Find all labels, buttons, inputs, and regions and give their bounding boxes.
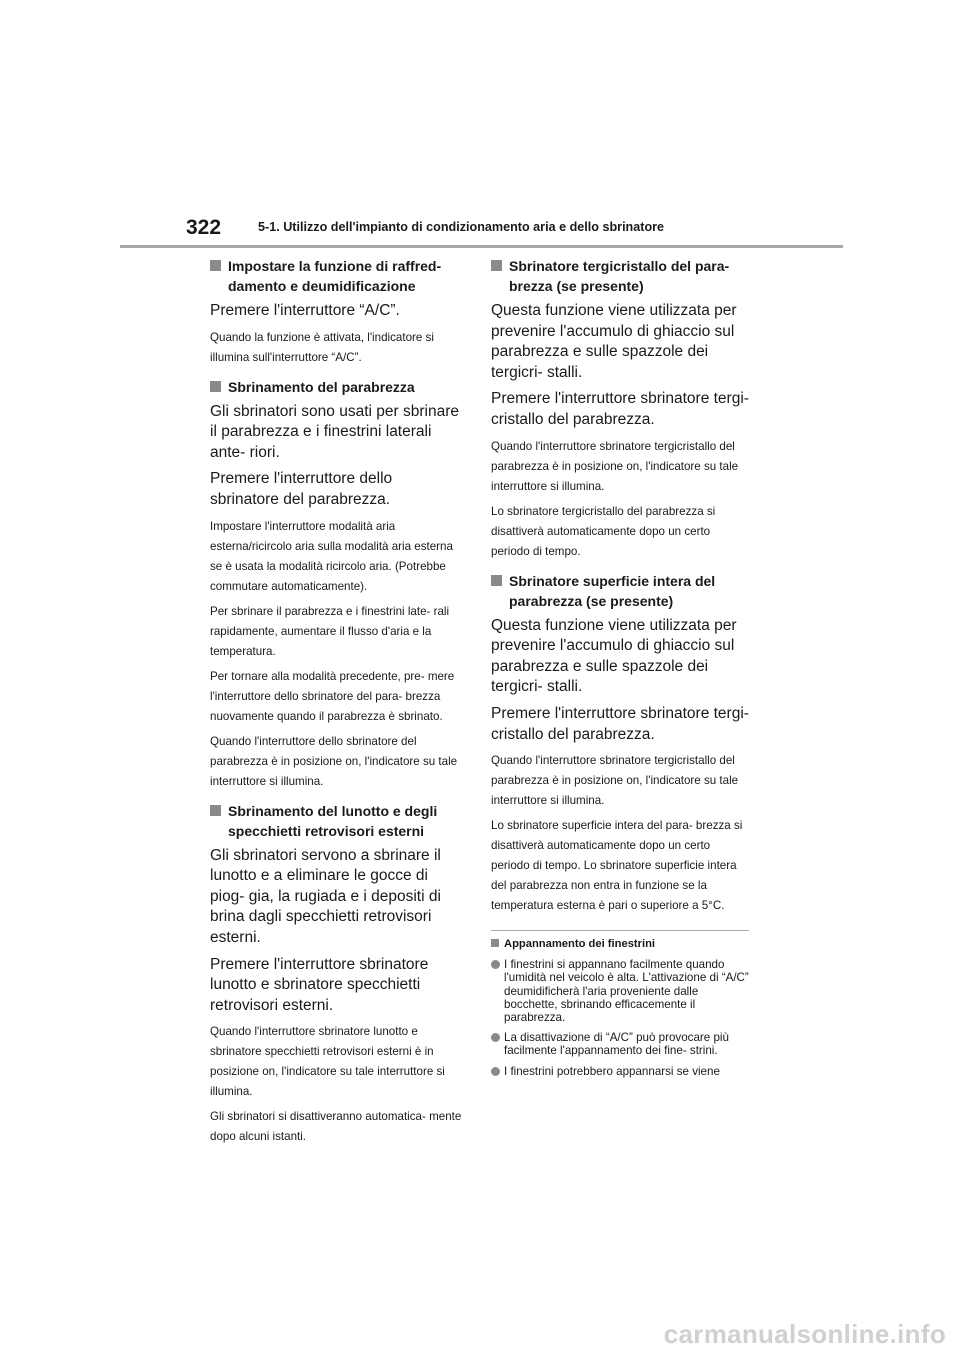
- circle-bullet-icon: [491, 1033, 500, 1042]
- info-bullet: La disattivazione di “A/C” può provocare più facilmente l'appannamento dei fine- strini.: [491, 1031, 749, 1057]
- square-bullet-icon: [210, 260, 221, 271]
- chapter-title: 5-1. Utilizzo dell'impianto di condizionamento aria e dello sbrinatore: [258, 220, 665, 234]
- note-text: Quando la funzione è attivata, l'indicatore si illumina sull'interruttore “A/C”.: [210, 330, 434, 364]
- body-text: Premere l'interruttore dello sbrinatore del parabrezza.: [210, 470, 393, 508]
- section-heading: Sbrinamento del parabrezza: [210, 377, 462, 397]
- note-text: Lo sbrinatore tergicristallo del parabrezza si disattiverà automaticamente dopo un certo periodo di tempo.: [491, 504, 716, 558]
- body-text: Gli sbrinatori sono usati per sbrinare il parabrezza e i finestrini laterali ante- riori.: [210, 402, 459, 461]
- section-heading: Impostare la funzione di raffred- damento e deumidificazione: [210, 256, 462, 296]
- info-divider: [491, 930, 749, 931]
- square-bullet-icon: [210, 805, 221, 816]
- note-text: Per tornare alla modalità precedente, pre- mere l'interruttore dello sbrinatore del para- brezza nuovamente quando il parabrezza è sbrinato.: [210, 669, 455, 723]
- info-heading: Appannamento dei finestrini: [491, 936, 749, 952]
- body-text: Premere l'interruttore sbrinatore tergi- cristallo del parabrezza.: [491, 704, 749, 743]
- body-text: Premere l'interruttore sbrinatore lunotto e sbrinatore specchietti retrovisori esterni.: [210, 955, 429, 1014]
- note-text: Quando l'interruttore sbrinatore tergicristallo del parabrezza è in posizione on, l'indicatore su tale interruttore si illumina.: [491, 754, 739, 808]
- info-bullet: I finestrini potrebbero appannarsi se viene: [491, 1065, 749, 1078]
- body-text: Questa funzione viene utilizzata per prevenire l'accumulo di ghiaccio sul parabrezza e sulle spazzole dei tergicri- stalli.: [491, 616, 737, 696]
- body-text: Gli sbrinatori servono a sbrinare il lunotto e a eliminare le gocce di piog- gia, la rugiada e i depositi di brina dagli specchietti retrovisori esterni.: [210, 846, 441, 946]
- page-number: 322: [186, 216, 222, 239]
- body-text: Premere l'interruttore “A/C”.: [210, 302, 400, 319]
- watermark: carmanualsonline.info: [663, 1319, 946, 1349]
- right-column: [491, 256, 749, 1085]
- note-text: Per sbrinare il parabrezza e i finestrini late- rali rapidamente, aumentare il flusso d'aria e la temperatura.: [210, 604, 450, 658]
- circle-bullet-icon: [491, 1067, 500, 1076]
- note-text: Gli sbrinatori si disattiveranno automatica- mente dopo alcuni istanti.: [210, 1110, 462, 1144]
- section-heading: Sbrinatore tergicristallo del para- brezza (se presente): [491, 256, 749, 296]
- note-text: Quando l'interruttore dello sbrinatore del parabrezza è in posizione on, l'indicatore su tale interruttore si illumina.: [210, 734, 458, 788]
- header-divider: [120, 245, 843, 248]
- square-bullet-icon: [491, 575, 502, 586]
- circle-bullet-icon: [491, 960, 500, 969]
- note-text: Quando l'interruttore sbrinatore lunotto e sbrinatore specchietti retrovisori esterni è in posizione on, l'indicatore su tale interruttore si illumina.: [210, 1025, 445, 1099]
- info-bullet: I finestrini si appannano facilmente quando l'umidità nel veicolo è alta. L'attivazione di “A/C” deumidificherà l'aria proveniente dalle bocchette, sbrinando efficacemente il parabrezza.: [491, 958, 749, 1024]
- note-text: Lo sbrinatore superficie intera del para- brezza si disattiverà automaticamente dopo un certo periodo di tempo. Lo sbrinatore superficie intera del parabrezza non entra in funzione se la temperatura esterna è pari o superiore a 5°C.: [491, 819, 743, 913]
- note-text: Impostare l'interruttore modalità aria esterna/ricircolo aria sulla modalità aria esterna se è usata la modalità ricircolo aria. (Potrebbe commutare automaticamente).: [210, 519, 453, 593]
- square-bullet-icon: [491, 260, 502, 271]
- square-bullet-icon: [491, 939, 499, 947]
- section-heading: Sbrinamento del lunotto e degli specchietti retrovisori esterni: [210, 801, 462, 841]
- body-text: Questa funzione viene utilizzata per prevenire l'accumulo di ghiaccio sul parabrezza e sulle spazzole dei tergicri- stalli.: [491, 302, 737, 381]
- body-text: Premere l'interruttore sbrinatore tergi- cristallo del parabrezza.: [491, 390, 749, 428]
- section-heading: Sbrinatore superficie intera del parabrezza (se presente): [491, 571, 749, 611]
- note-text: Quando l'interruttore sbrinatore tergicristallo del parabrezza è in posizione on, l'indicatore su tale interruttore si illumina.: [491, 439, 739, 493]
- square-bullet-icon: [210, 381, 221, 392]
- left-column: [210, 256, 462, 1152]
